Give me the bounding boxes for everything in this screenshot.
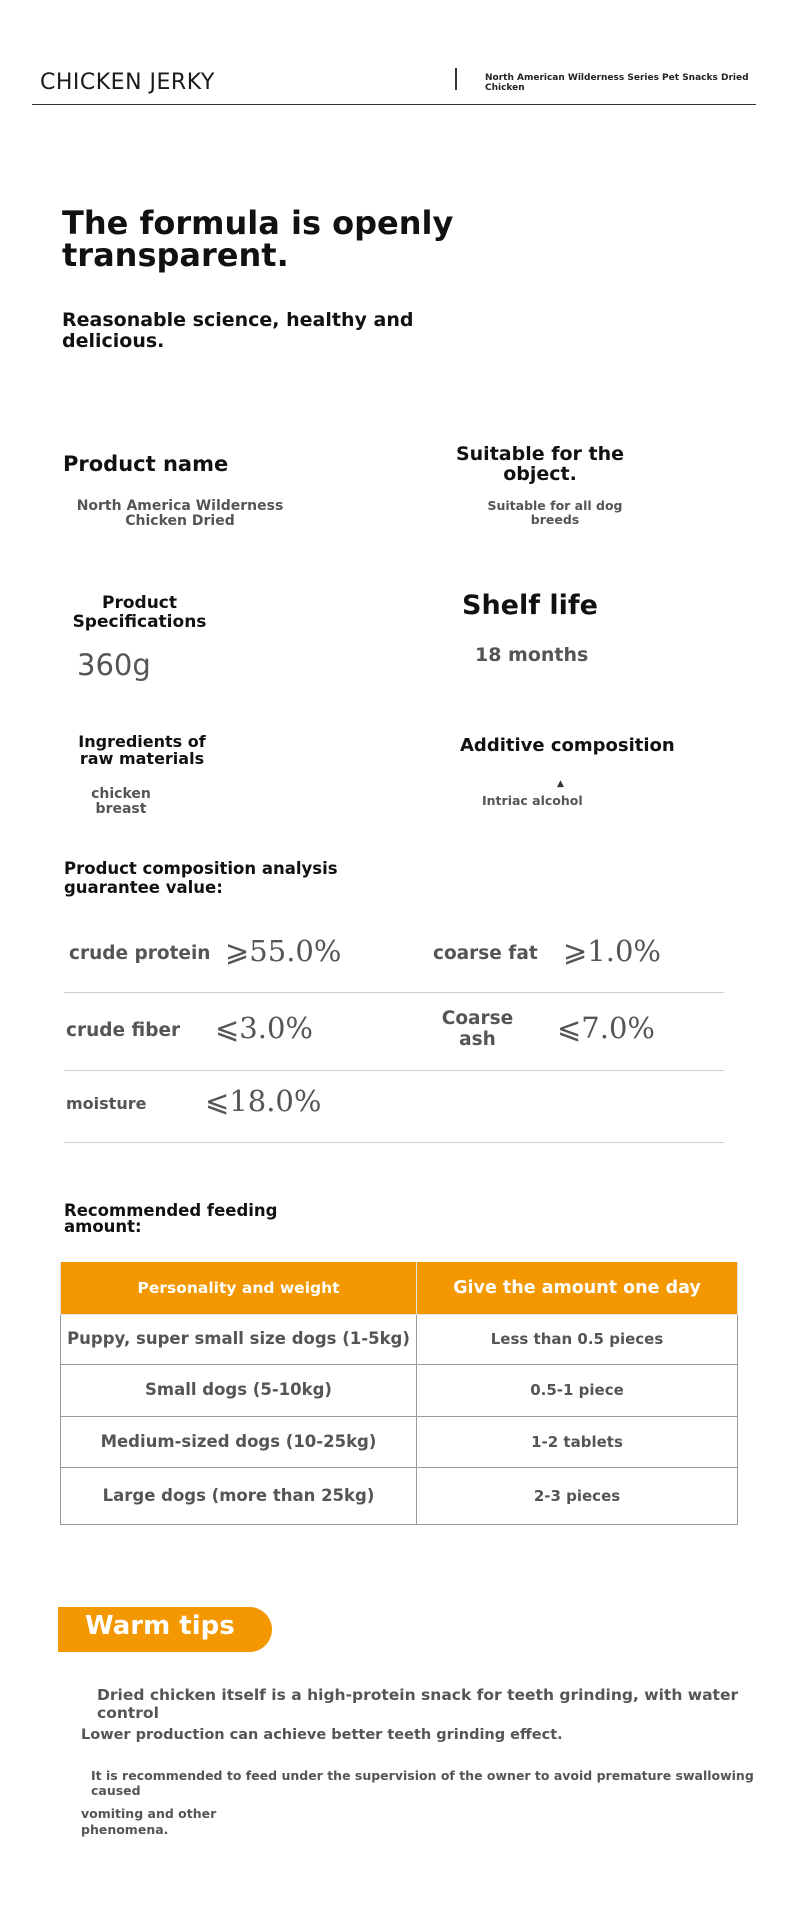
table-cell: 2-3 pieces <box>417 1467 738 1524</box>
composition-item-value: ⩽7.0% <box>557 1011 655 1045</box>
table-cell: 0.5-1 piece <box>417 1364 738 1416</box>
composition-title: Product composition analysis guarantee value: <box>64 859 338 897</box>
table-cell: Medium-sized dogs (10-25kg) <box>61 1416 417 1467</box>
specifications-label: Product Specifications <box>72 593 207 632</box>
tip-line: It is recommended to feed under the supervision of the owner to avoid premature swallowing caused <box>91 1768 754 1798</box>
additive-label: Additive composition <box>460 735 675 756</box>
shelf-life-value: 18 months <box>475 644 589 666</box>
composition-item-value: ⩾55.0% <box>225 934 342 968</box>
tip-line: Dried chicken itself is a high-protein snack for teeth grinding, with water control <box>97 1686 739 1722</box>
table-cell: Less than 0.5 pieces <box>417 1314 738 1364</box>
table-row <box>61 1467 738 1524</box>
hero-title: The formula is openly transparent. <box>62 204 454 274</box>
composition-item-name: Coarse ash <box>441 1008 514 1050</box>
product-name-value: North America Wilderness Chicken Dried <box>76 498 284 529</box>
composition-item-name: crude protein <box>69 943 211 964</box>
tip-line: Lower production can achieve better teeth grinding effect. <box>81 1727 563 1743</box>
product-name-label: Product name <box>63 452 229 476</box>
table-cell: Large dogs (more than 25kg) <box>61 1467 417 1524</box>
composition-item-value: ⩽3.0% <box>215 1011 313 1045</box>
feeding-title: Recommended feeding amount: <box>64 1201 278 1236</box>
column-header: Personality and weight <box>61 1262 417 1314</box>
hero-subtitle: Reasonable science, healthy and delicious. <box>62 309 414 352</box>
composition-divider <box>64 1142 724 1143</box>
header-divider <box>455 68 457 90</box>
specifications-value: 360g <box>77 648 151 682</box>
header-rule <box>32 104 756 105</box>
column-header: Give the amount one day <box>417 1262 738 1314</box>
caret-up-icon: ▲ <box>557 779 564 789</box>
ingredients-label: Ingredients of raw materials <box>78 732 206 768</box>
table-cell: Puppy, super small size dogs (1-5kg) <box>61 1314 417 1364</box>
tip-line: vomiting and other phenomena. <box>81 1806 217 1837</box>
composition-item-name: moisture <box>66 1094 147 1113</box>
series-subtitle: North American Wilderness Series Pet Snacks Dried Chicken <box>485 73 749 93</box>
table-row <box>61 1314 738 1364</box>
feeding-table <box>60 1262 738 1525</box>
table-row <box>61 1416 738 1467</box>
additive-value: Intriac alcohol <box>482 793 583 808</box>
composition-item-value: ⩾1.0% <box>563 934 661 968</box>
table-cell: 1-2 tablets <box>417 1416 738 1467</box>
table-row <box>61 1364 738 1416</box>
composition-item-name: crude fiber <box>66 1020 181 1041</box>
ingredients-value: chicken breast <box>91 786 151 817</box>
table-cell: Small dogs (5-10kg) <box>61 1364 417 1416</box>
composition-item-name: coarse fat <box>433 943 538 964</box>
table-header-row <box>61 1262 738 1314</box>
suitable-object-label: Suitable for the object. <box>455 443 625 485</box>
suitable-object-value: Suitable for all dog breeds <box>487 498 623 527</box>
composition-divider <box>64 1070 724 1071</box>
brand-title: CHICKEN JERKY <box>40 70 215 95</box>
shelf-life-label: Shelf life <box>462 590 598 621</box>
warm-tips-label: Warm tips <box>85 1611 235 1641</box>
composition-item-value: ⩽18.0% <box>205 1084 322 1118</box>
composition-divider <box>64 992 724 993</box>
